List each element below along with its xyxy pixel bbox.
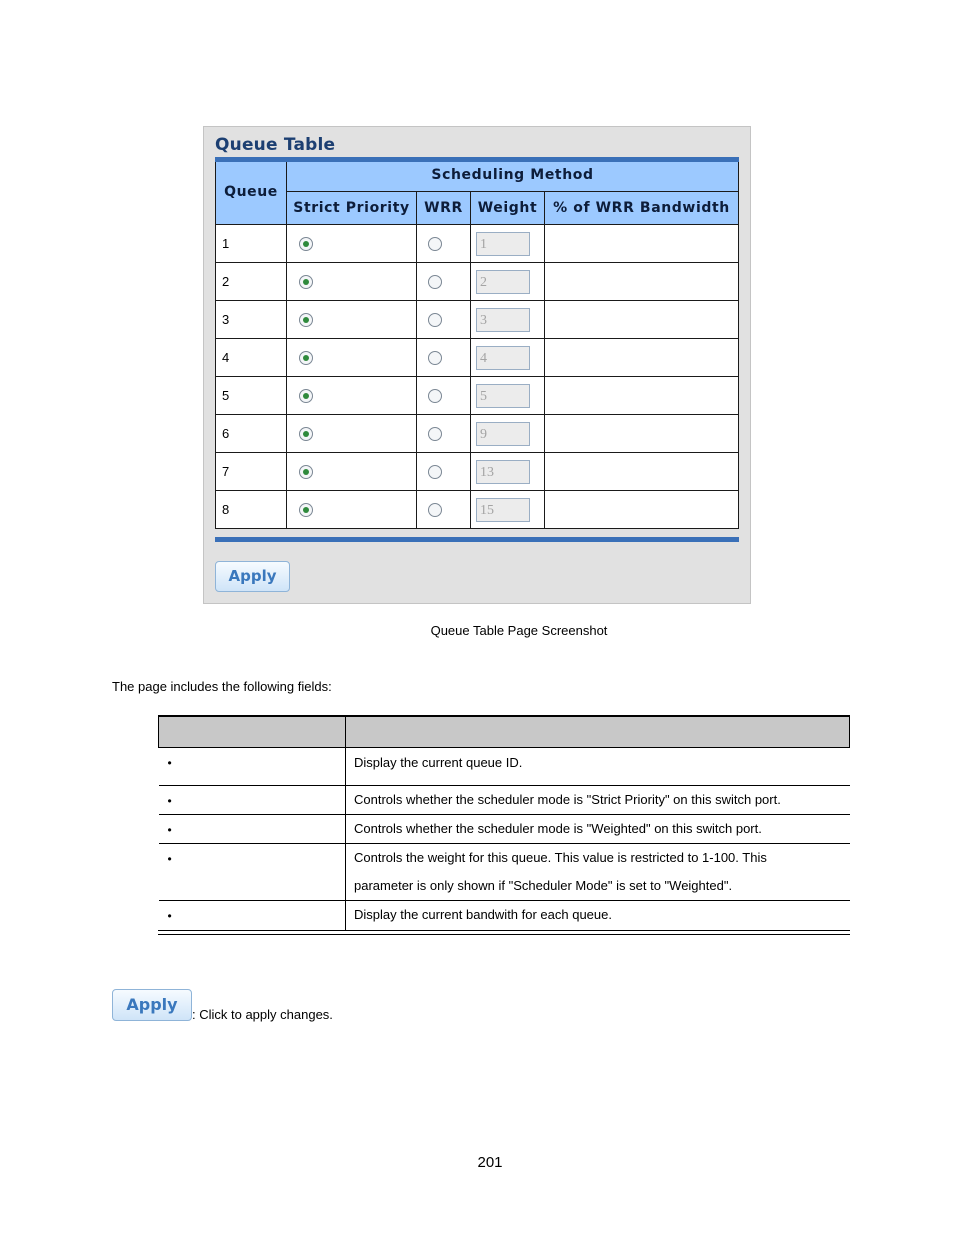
table-row (216, 263, 739, 301)
field-description: Display the current queue ID. (354, 755, 523, 770)
bandwidth-cell (545, 491, 739, 529)
table-row (216, 301, 739, 339)
strict-priority-radio[interactable] (299, 237, 313, 251)
strict-priority-radio[interactable] (299, 503, 313, 517)
wrr-radio[interactable] (428, 389, 442, 403)
panel-title: Queue Table (215, 135, 336, 155)
weight-input[interactable]: 5 (476, 384, 530, 408)
bandwidth-cell (545, 377, 739, 415)
wrr-radio[interactable] (428, 465, 442, 479)
weight-input[interactable]: 9 (476, 422, 530, 446)
strict-priority-radio[interactable] (299, 389, 313, 403)
wrr-radio[interactable] (428, 351, 442, 365)
bullet: • (167, 794, 172, 808)
bandwidth-cell (545, 263, 739, 301)
header-strict-priority: Strict Priority (287, 192, 417, 225)
wrr-radio[interactable] (428, 313, 442, 327)
queue-id: 4 (216, 339, 287, 377)
bullet: • (167, 852, 172, 866)
strict-priority-radio[interactable] (299, 351, 313, 365)
field-description: Controls whether the scheduler mode is "Strict Priority" on this switch port. (354, 792, 781, 807)
queue-table-screenshot (203, 126, 751, 604)
fields-table (158, 715, 850, 935)
header-weight: Weight (471, 192, 545, 225)
table-row (159, 815, 850, 844)
weight-input[interactable]: 2 (476, 270, 530, 294)
header-description (346, 717, 850, 748)
bullet: • (167, 909, 172, 923)
table-row (159, 748, 850, 786)
queue-id: 6 (216, 415, 287, 453)
header-wrr-bandwidth: % of WRR Bandwidth (545, 192, 739, 225)
strict-priority-radio[interactable] (299, 275, 313, 289)
table-bottom-bar (215, 537, 739, 542)
weight-input[interactable]: 1 (476, 232, 530, 256)
queue-id: 3 (216, 301, 287, 339)
apply-button-sample[interactable]: Apply (112, 989, 192, 1021)
bandwidth-cell (545, 225, 739, 263)
intro-text: The page includes the following fields: (112, 679, 332, 694)
queue-id: 2 (216, 263, 287, 301)
weight-input[interactable]: 15 (476, 498, 530, 522)
strict-priority-radio[interactable] (299, 465, 313, 479)
strict-priority-radio[interactable] (299, 427, 313, 441)
bandwidth-cell (545, 339, 739, 377)
table-row (159, 844, 850, 901)
field-description: Display the current bandwith for each queue. (354, 907, 612, 922)
header-scheduling-method: Scheduling Method (287, 159, 739, 192)
bandwidth-cell (545, 301, 739, 339)
table-row (216, 415, 739, 453)
queue-id: 7 (216, 453, 287, 491)
wrr-radio[interactable] (428, 503, 442, 517)
table-row (216, 339, 739, 377)
apply-button[interactable]: Apply (215, 561, 290, 592)
header-queue: Queue (216, 159, 287, 225)
queue-table (215, 158, 739, 529)
wrr-radio[interactable] (428, 237, 442, 251)
header-object (159, 717, 346, 748)
table-row (159, 786, 850, 815)
weight-input[interactable]: 3 (476, 308, 530, 332)
bullet: • (167, 756, 172, 770)
queue-id: 5 (216, 377, 287, 415)
field-description: Controls whether the scheduler mode is "Weighted" on this switch port. (354, 821, 762, 836)
table-top-bar (215, 157, 739, 162)
table-row (216, 491, 739, 529)
field-description-cont: parameter is only shown if "Scheduler Mode" is set to "Weighted". (354, 878, 733, 893)
wrr-radio[interactable] (428, 275, 442, 289)
weight-input[interactable]: 13 (476, 460, 530, 484)
bullet: • (167, 823, 172, 837)
strict-priority-radio[interactable] (299, 313, 313, 327)
wrr-radio[interactable] (428, 427, 442, 441)
table-row (216, 377, 739, 415)
queue-id: 1 (216, 225, 287, 263)
bandwidth-cell (545, 415, 739, 453)
header-wrr: WRR (417, 192, 471, 225)
table-row (216, 225, 739, 263)
bandwidth-cell (545, 453, 739, 491)
queue-id: 8 (216, 491, 287, 529)
figure-caption: Queue Table Page Screenshot (430, 623, 608, 638)
apply-description: : Click to apply changes. (192, 1007, 333, 1022)
table-row (216, 453, 739, 491)
field-description: Controls the weight for this queue. This value is restricted to 1-100. This (354, 850, 767, 865)
page-number: 201 (477, 1154, 503, 1171)
table-row (159, 901, 850, 930)
weight-input[interactable]: 4 (476, 346, 530, 370)
